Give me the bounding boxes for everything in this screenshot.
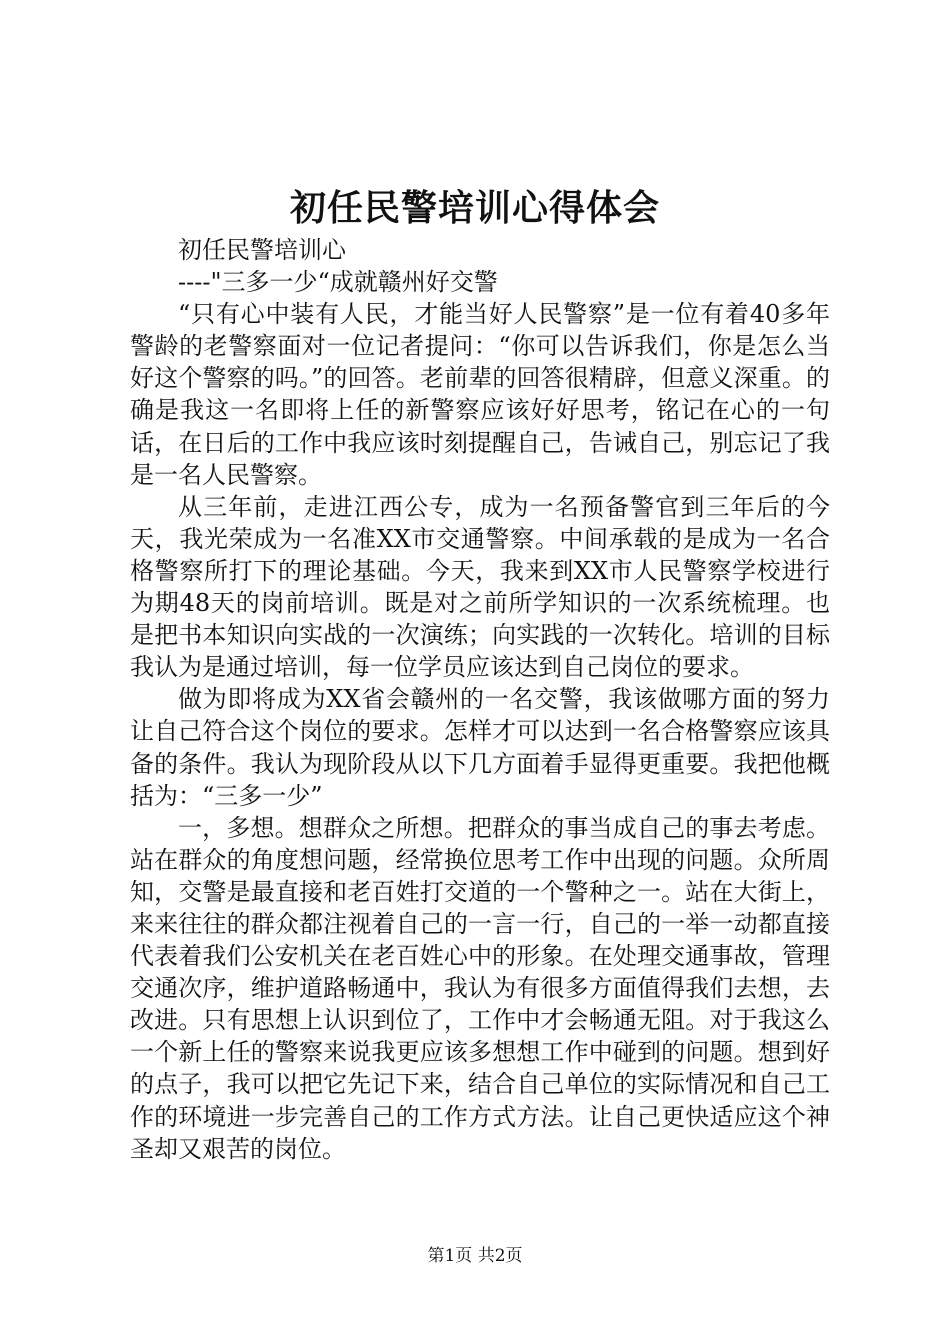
- body-paragraph: 做为即将成为XX省会赣州的一名交警，我该做哪方面的努力让自己符合这个岗位的要求。怎样才可以达到一名合格警察应该具备的条件。我认为现阶段从以下几方面着手显得更重要。我把他概括为：“三多一少”: [130, 685, 830, 810]
- body-paragraph: 一，多想。想群众之所想。把群众的事当成自己的事去考虑。站在群众的角度想问题，经常换位思考工作中出现的问题。众所周知，交警是最直接和老百姓打交道的一个警种之一。站在大街上，来来往往的群众都注视着自己的一言一行，自己的一举一动都直接代表着我们公安机关在老百姓心中的形象。在处理交通事故，管理交通次序，维护道路畅通中，我认为有很多方面值得我们去想，去改进。只有思想上认识到位了，工作中才会畅通无阻。对于我这么一个新上任的警察来说我更应该多想想工作中碰到的问题。想到好的点子，我可以把它先记下来，结合自己单位的实际情况和自己工作的环境进一步完善自己的工作方式方法。让自己更快适应这个神圣却又艰苦的岗位。: [130, 813, 830, 1163]
- document-body: [130, 234, 830, 1165]
- body-paragraph: “只有心中装有人民，才能当好人民警察”是一位有着40多年警龄的老警察面对一位记者提问：“你可以告诉我们，你是怎么当好这个警察的吗。”的回答。老前辈的回答很精辟，但意义深重。的确是我这一名即将上任的新警察应该好好思考，铭记在心的一句话，在日后的工作中我应该时刻提醒自己，告诫自己，别忘记了我是一名人民警察。: [130, 300, 830, 489]
- document-title: 初任民警培训心得体会: [289, 187, 660, 229]
- body-paragraph: 从三年前，走进江西公专，成为一名预备警官到三年后的今天，我光荣成为一名准XX市交通警察。中间承载的是成为一名合格警察所打下的理论基础。今天，我来到XX市人民警察学校进行为期48天的岗前培训。既是对之前所学知识的一次系统梳理。也是把书本知识向实战的一次演练；向实践的一次转化。培训的目标我认为是通过培训，每一位学员应该达到自己岗位的要求。: [130, 492, 830, 682]
- subtitle-line: 初任民警培训心: [178, 236, 346, 264]
- page-number-footer: 第1页 共2页: [427, 1246, 523, 1266]
- subtitle-slogan: ----"三多一少“成就赣州好交警: [178, 268, 498, 297]
